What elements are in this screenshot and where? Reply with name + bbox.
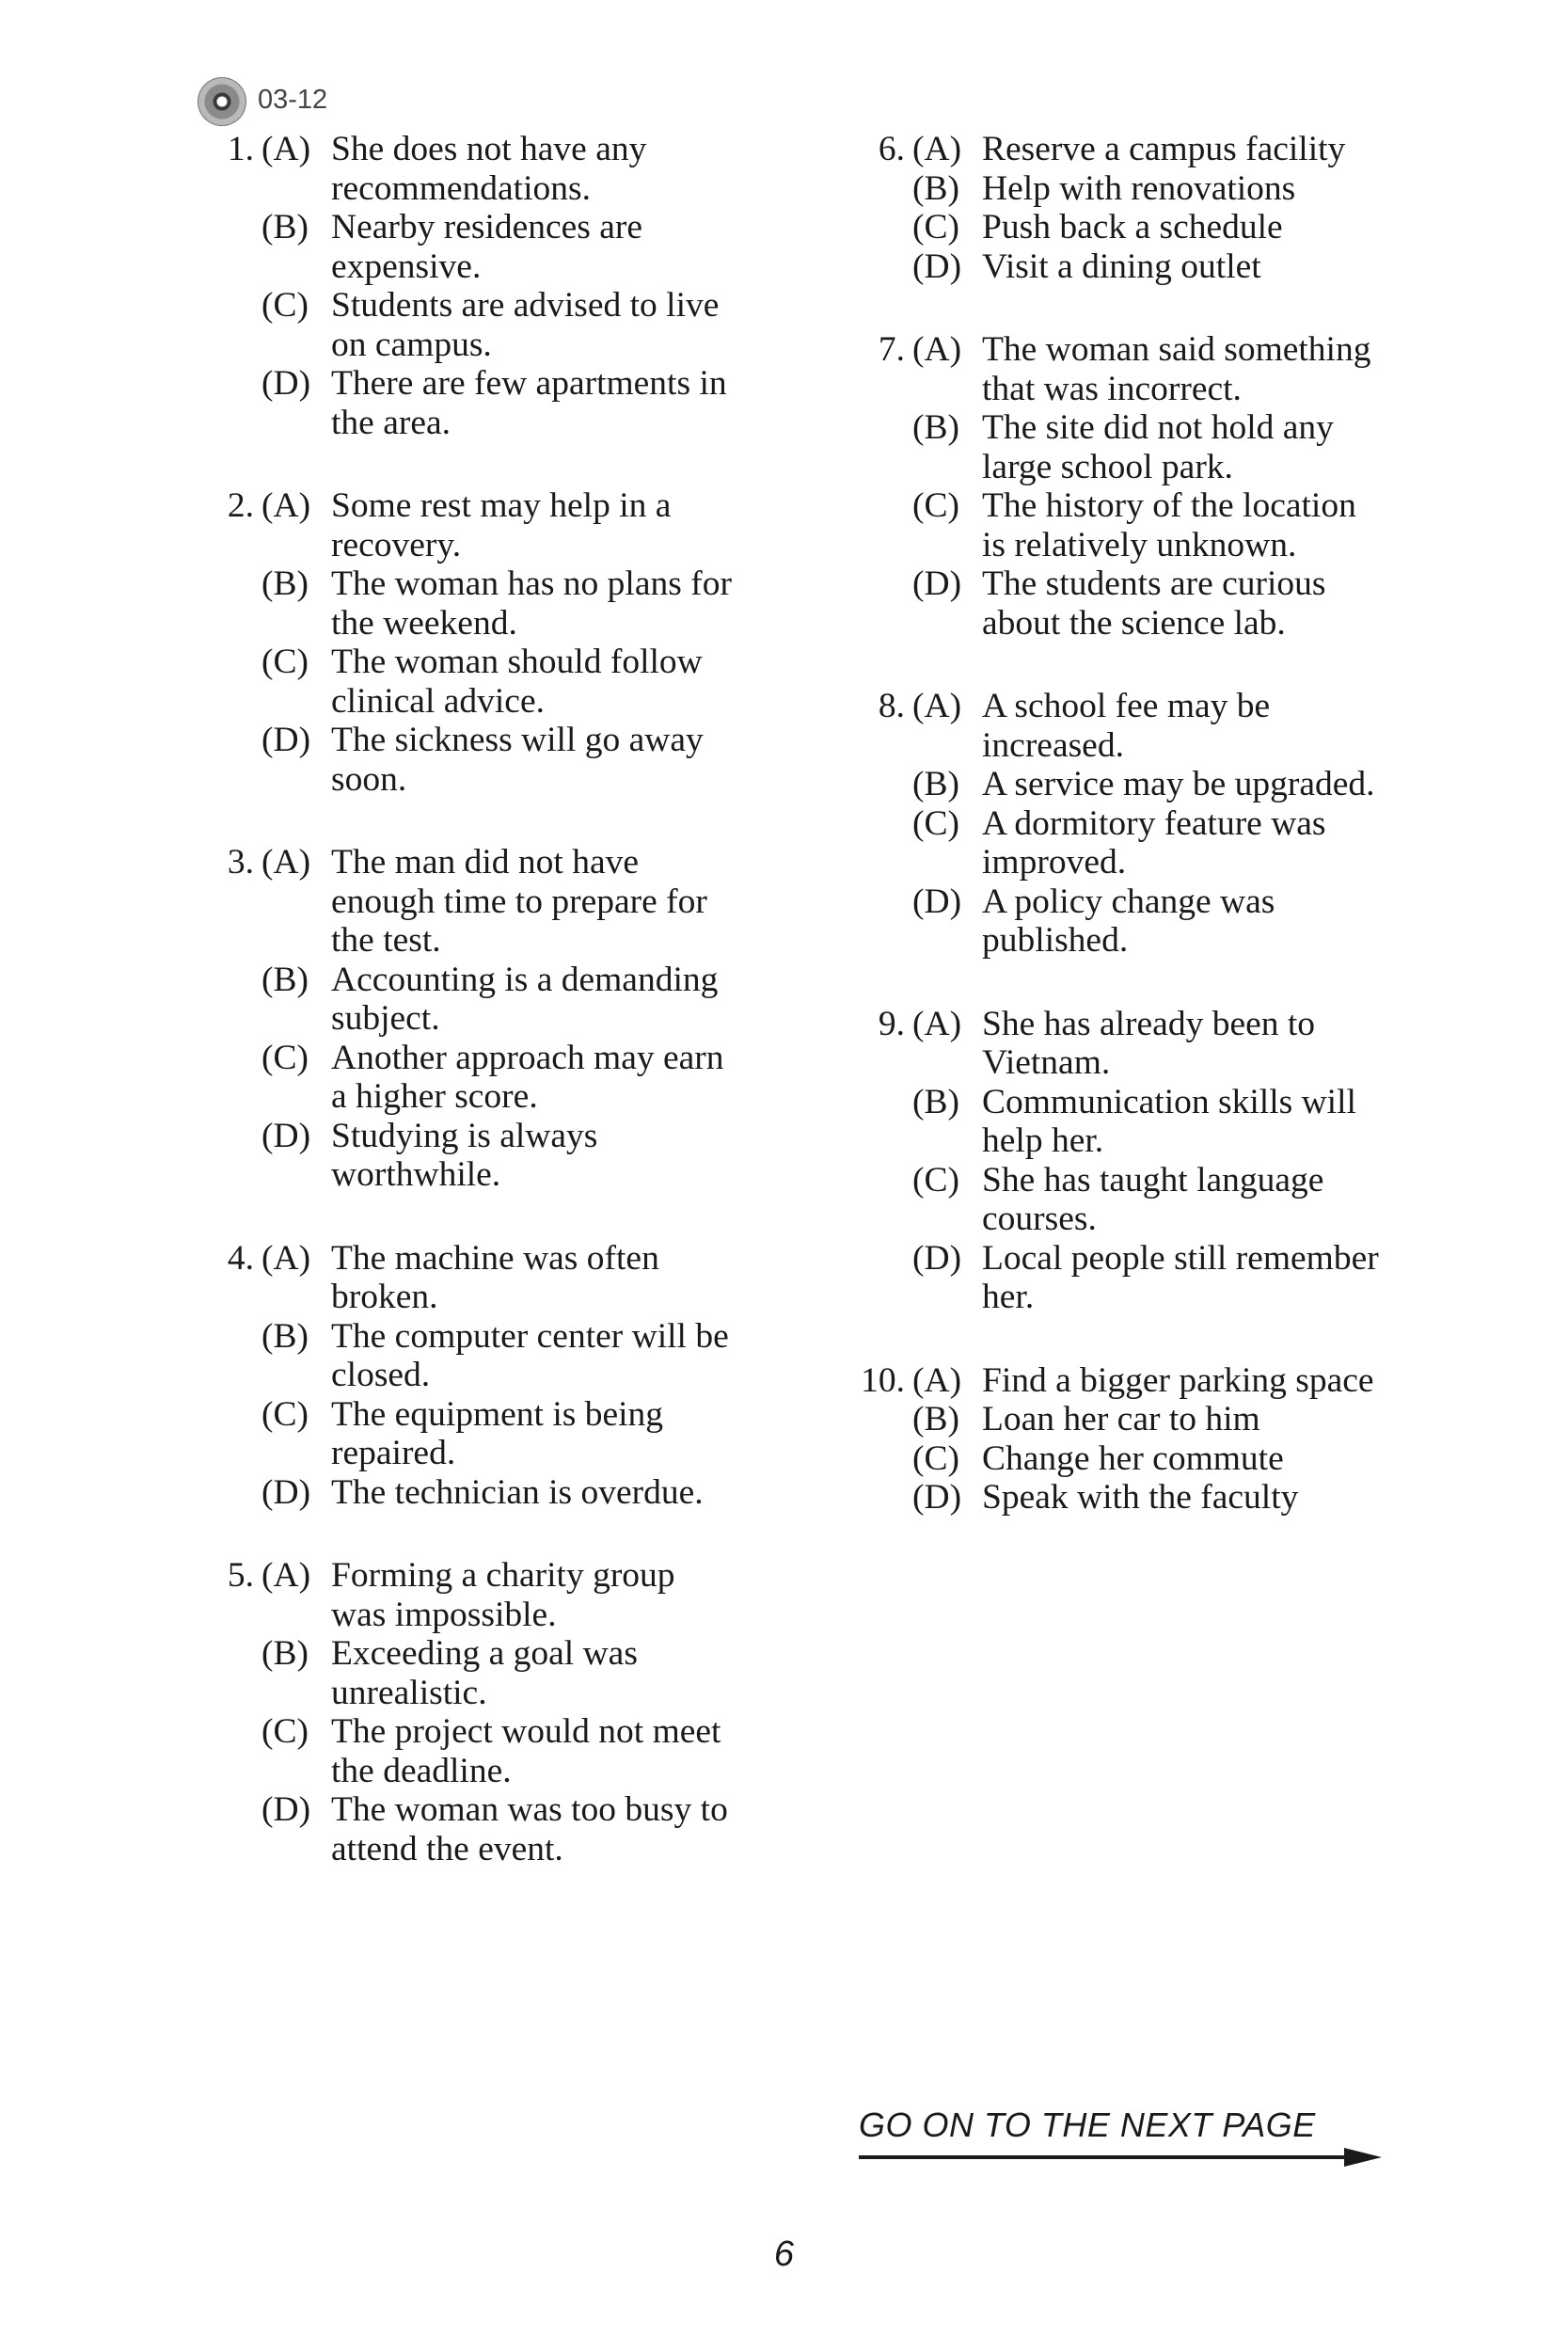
option-text: A service may be upgraded.	[982, 765, 1375, 803]
option-text: Some rest may help in a recovery.	[331, 486, 672, 564]
option-letter: (C)	[261, 643, 309, 681]
answer-option	[858, 564, 1385, 643]
audio-track	[198, 77, 327, 126]
option-letter: (D)	[261, 1790, 311, 1829]
answer-option	[858, 486, 1385, 564]
option-text: She does not have any recommendations.	[331, 130, 647, 208]
answer-option	[207, 208, 734, 286]
option-letter: (A)	[912, 687, 962, 725]
option-text: Students are advised to live on campus.	[331, 286, 720, 364]
option-letter: (D)	[261, 1472, 311, 1512]
question-number: 5.	[227, 1556, 254, 1595]
answer-option	[207, 364, 734, 442]
option-text: The sickness will go away soon.	[331, 721, 704, 799]
option-letter: (B)	[912, 1082, 959, 1121]
option-text: The computer center will be closed.	[331, 1316, 729, 1394]
option-letter: (A)	[261, 486, 311, 525]
option-letter: (D)	[912, 1478, 962, 1517]
question-number: 8.	[878, 687, 905, 725]
right-arrow-icon	[859, 2147, 1382, 2168]
answer-option	[858, 765, 1385, 804]
option-letter: (B)	[912, 408, 959, 447]
option-text: The woman has no plans for the weekend.	[331, 564, 732, 643]
option-letter: (C)	[261, 1038, 309, 1077]
answer-option	[207, 843, 734, 961]
option-letter: (C)	[912, 208, 959, 246]
answer-option	[207, 286, 734, 364]
answer-option	[207, 130, 734, 208]
option-letter: (A)	[912, 1004, 962, 1043]
option-text: A policy change was published.	[982, 882, 1275, 960]
answer-option	[207, 1473, 734, 1513]
question-number: 7.	[878, 330, 905, 369]
option-letter: (A)	[261, 843, 311, 882]
option-letter: (D)	[912, 246, 962, 286]
question-number: 6.	[878, 130, 905, 168]
option-text: The woman should follow clinical advice.	[331, 643, 703, 721]
option-letter: (D)	[261, 721, 311, 759]
answer-option	[858, 1005, 1385, 1083]
option-text: She has already been to Vietnam.	[982, 1004, 1316, 1082]
answer-option	[858, 882, 1385, 961]
option-text: The history of the location is relatively unknown.	[982, 486, 1356, 564]
option-letter: (B)	[261, 960, 309, 999]
answer-option	[207, 1317, 734, 1395]
page-number: 6	[773, 2234, 795, 2274]
question-2	[207, 486, 734, 799]
option-letter: (C)	[261, 1394, 309, 1434]
question-number: 9.	[878, 1004, 905, 1043]
question-number: 4.	[227, 1238, 254, 1278]
option-letter: (D)	[912, 564, 962, 603]
option-letter: (A)	[261, 1556, 311, 1595]
answer-option	[858, 247, 1385, 287]
option-letter: (A)	[912, 1360, 962, 1400]
option-letter: (B)	[912, 765, 959, 803]
question-4	[207, 1239, 734, 1513]
option-letter: (D)	[912, 1238, 962, 1278]
option-text: She has taught language courses.	[982, 1160, 1324, 1238]
answer-option	[858, 208, 1385, 247]
answer-option	[207, 1239, 734, 1317]
question-10	[858, 1361, 1385, 1518]
question-number: 1.	[227, 130, 254, 168]
question-number: 2.	[227, 486, 254, 525]
option-text: A school fee may be increased.	[982, 687, 1271, 765]
option-letter: (A)	[261, 130, 311, 168]
option-letter: (A)	[912, 330, 962, 369]
option-letter: (B)	[912, 1400, 959, 1438]
option-text: Push back a schedule	[982, 208, 1283, 246]
option-letter: (D)	[261, 364, 311, 403]
option-text: The woman said something that was incorrect.	[982, 330, 1371, 408]
option-letter: (B)	[261, 208, 309, 246]
option-letter: (C)	[261, 286, 309, 325]
option-letter: (C)	[261, 1712, 309, 1751]
question-number: 10.	[861, 1360, 905, 1400]
option-letter: (C)	[912, 1438, 959, 1478]
option-text: There are few apartments in the area.	[331, 364, 727, 442]
answer-option	[207, 1556, 734, 1634]
option-text: Visit a dining outlet	[982, 246, 1261, 286]
option-text: Help with renovations	[982, 168, 1296, 208]
option-text: Communication skills will help her.	[982, 1082, 1356, 1160]
option-text: The man did not have enough time to prepare for the test.	[331, 843, 707, 960]
option-text: Accounting is a demanding subject.	[331, 960, 719, 1038]
answer-option	[858, 1239, 1385, 1317]
option-text: The students are curious about the science lab.	[982, 564, 1326, 643]
answer-option	[858, 1083, 1385, 1161]
answer-option	[207, 643, 734, 721]
answer-option	[207, 1117, 734, 1195]
cd-icon	[198, 77, 246, 126]
answer-option	[207, 1790, 734, 1868]
option-letter: (D)	[261, 1116, 311, 1155]
option-letter: (B)	[912, 168, 959, 208]
answer-option	[858, 330, 1385, 408]
option-letter: (C)	[912, 803, 959, 843]
question-6	[858, 130, 1385, 286]
option-letter: (B)	[261, 1316, 309, 1356]
option-text: The project would not meet the deadline.	[331, 1712, 721, 1790]
answer-option	[858, 1161, 1385, 1239]
option-text: Nearby residences are expensive.	[331, 208, 643, 286]
question-7	[858, 330, 1385, 643]
option-letter: (A)	[912, 130, 962, 168]
option-text: Another approach may earn a higher score.	[331, 1038, 724, 1116]
option-text: A dormitory feature was improved.	[982, 803, 1326, 882]
option-letter: (B)	[261, 564, 309, 603]
option-letter: (B)	[261, 1634, 309, 1673]
answer-option	[207, 961, 734, 1039]
option-text: The machine was often broken.	[331, 1238, 659, 1316]
option-letter: (C)	[912, 1160, 959, 1200]
answer-option	[207, 721, 734, 799]
option-text: The woman was too busy to attend the event.	[331, 1790, 728, 1868]
option-text: Loan her car to him	[982, 1400, 1260, 1438]
answer-option	[858, 687, 1385, 765]
option-letter: (D)	[912, 882, 962, 921]
question-column-left	[207, 130, 734, 1913]
answer-option	[858, 1439, 1385, 1479]
option-text: Find a bigger parking space	[982, 1360, 1374, 1400]
go-on-next-page	[859, 2106, 1381, 2162]
answer-option	[858, 1478, 1385, 1518]
option-letter: (C)	[912, 486, 959, 525]
option-text: Speak with the faculty	[982, 1478, 1299, 1517]
question-1	[207, 130, 734, 442]
option-letter: (A)	[261, 1238, 311, 1278]
answer-option	[858, 408, 1385, 486]
answer-option	[858, 804, 1385, 882]
answer-option	[858, 169, 1385, 209]
answer-option	[207, 1395, 734, 1473]
option-text: Change her commute	[982, 1438, 1284, 1478]
question-8	[858, 687, 1385, 961]
question-column-right	[858, 130, 1385, 1562]
question-number: 3.	[227, 843, 254, 882]
track-label: 03-12	[258, 84, 328, 115]
option-text: Reserve a campus facility	[982, 130, 1346, 168]
option-text: Forming a charity group was impossible.	[331, 1556, 675, 1634]
option-text: The equipment is being repaired.	[331, 1394, 664, 1472]
answer-option	[207, 564, 734, 643]
question-3	[207, 843, 734, 1195]
answer-option	[858, 1361, 1385, 1401]
answer-option	[207, 1039, 734, 1117]
option-text: Studying is always worthwhile.	[331, 1116, 598, 1194]
option-text: Local people still remember her.	[982, 1238, 1379, 1316]
answer-option	[207, 1712, 734, 1790]
option-text: The site did not hold any large school park.	[982, 408, 1334, 486]
answer-option	[207, 486, 734, 564]
answer-option	[858, 130, 1385, 169]
question-9	[858, 1005, 1385, 1317]
question-5	[207, 1556, 734, 1868]
option-text: Exceeding a goal was unrealistic.	[331, 1634, 638, 1712]
option-text: The technician is overdue.	[331, 1472, 704, 1512]
answer-option	[858, 1400, 1385, 1439]
next-page-label: GO ON TO THE NEXT PAGE	[859, 2106, 1316, 2144]
answer-option	[207, 1634, 734, 1712]
